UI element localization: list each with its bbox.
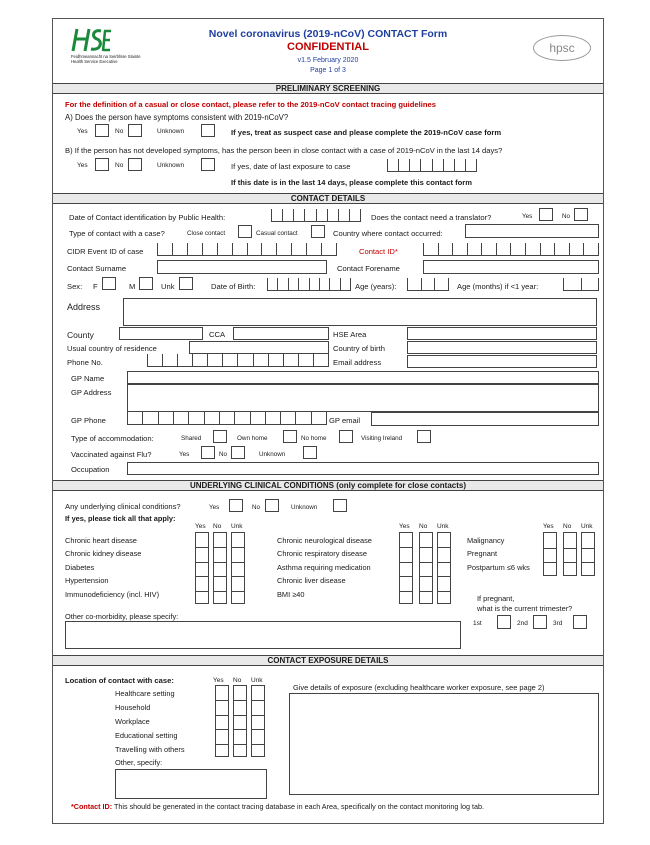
no-home-label: No home (301, 435, 327, 442)
gp-name-input[interactable] (127, 371, 599, 384)
col2-unk-checkboxes[interactable] (437, 532, 451, 604)
exposure-details-label: Give details of exposure (excluding healthcare worker exposure, see page 2) (293, 683, 545, 692)
loc-other-input[interactable] (115, 769, 267, 799)
col3-no-header: No (563, 523, 572, 530)
col3-yes-header: Yes (543, 523, 554, 530)
casual-contact-checkbox[interactable] (311, 225, 325, 238)
cond-diabetes: Diabetes (65, 563, 95, 572)
translator-yes-checkbox[interactable] (539, 208, 553, 221)
shared-checkbox[interactable] (213, 430, 227, 443)
qb-unknown-label: Unknown (157, 162, 185, 169)
age-months-label: Age (months) if <1 year: (457, 282, 539, 291)
cond-pregnant: Pregnant (467, 549, 497, 558)
age-months-field[interactable] (563, 278, 599, 291)
qb-yes-label: Yes (77, 162, 88, 169)
loc-educational: Educational setting (115, 731, 178, 740)
cond-chronic-kidney: Chronic kidney disease (65, 549, 142, 558)
cond-postpartum: Postpartum ≤6 wks (467, 563, 530, 572)
email-label: Email address (333, 358, 382, 367)
qb-yes-checkbox[interactable] (95, 158, 109, 171)
section-clinical-conditions: UNDERLYING CLINICAL CONDITIONS (only complete for close contacts) (53, 480, 603, 491)
col1-no-header: No (213, 523, 222, 530)
gp-address-label: GP Address (71, 388, 112, 397)
underlying-yes-label: Yes (209, 504, 220, 511)
accommodation-label: Type of accommodation: (71, 434, 154, 443)
gp-name-label: GP Name (71, 374, 105, 383)
flu-label: Vaccinated against Flu? (71, 450, 152, 459)
trimester-2-checkbox[interactable] (533, 615, 547, 629)
loc-other-label: Other, specify: (115, 758, 163, 767)
trimester-1-label: 1st (473, 620, 482, 627)
age-years-label: Age (years): (355, 282, 397, 291)
qa-unknown-label: Unknown (157, 128, 185, 135)
sex-m-label: M (129, 282, 136, 291)
col1-yes-checkboxes[interactable] (195, 532, 209, 604)
gp-phone-label: GP Phone (71, 416, 106, 425)
section-contact-exposure: CONTACT EXPOSURE DETAILS (53, 655, 603, 666)
address-input[interactable] (123, 298, 597, 326)
country-contact-label: Country where contact occurred: (333, 229, 443, 238)
loc-yes-checkboxes[interactable] (215, 685, 229, 757)
qa-unknown-checkbox[interactable] (201, 124, 215, 137)
flu-no-checkbox[interactable] (231, 446, 245, 459)
col2-unk-header: Unk (437, 523, 449, 530)
qb-unknown-checkbox[interactable] (201, 158, 215, 171)
gp-address-input[interactable] (127, 384, 599, 412)
county-input[interactable] (119, 327, 203, 340)
contact-id-label: Contact ID* (359, 247, 398, 256)
other-comorbidity-input[interactable] (65, 621, 461, 649)
flu-no-label: No (219, 451, 228, 458)
occupation-label: Occupation (71, 465, 110, 474)
qa-yes-checkbox[interactable] (95, 124, 109, 137)
cond-chronic-neurological: Chronic neurological disease (277, 536, 372, 545)
hse-area-label: HSE Area (333, 330, 367, 339)
confidential-label: CONFIDENTIAL (287, 41, 369, 53)
footnote-text: This should be generated in the contact tracing database in each Area, specifically on the contact monitoring log tab. (112, 802, 484, 811)
close-contact-label: Close contact (187, 230, 226, 237)
hse-subtitle-irish: Feidhmeannacht na Seirbhise Slainte (71, 54, 141, 59)
gp-phone-field[interactable] (127, 412, 327, 425)
own-home-checkbox[interactable] (283, 430, 297, 443)
qa-instruction: If yes, treat as suspect case and please complete the 2019-nCoV case form (231, 128, 502, 137)
qb-instruction: If this date is in the last 14 days, please complete this contact form (231, 178, 472, 187)
phone-field[interactable] (147, 354, 329, 367)
col3-unk-header: Unk (581, 523, 593, 530)
loc-workplace: Workplace (115, 717, 150, 726)
forename-label: Contact Forename (337, 264, 400, 273)
contact-form (52, 18, 604, 824)
sex-f-label: F (93, 282, 98, 291)
dob-field[interactable] (267, 278, 351, 291)
footnote-label: *Contact ID: (71, 802, 113, 811)
visiting-checkbox[interactable] (417, 430, 431, 443)
location-label: Location of contact with case: (65, 676, 174, 685)
translator-no-label: No (562, 213, 571, 220)
version-label: v1.5 February 2020 (297, 57, 359, 64)
underlying-conditions-label: Any underlying clinical conditions? (65, 502, 181, 511)
section-preliminary-screening: PRELIMINARY SCREENING (53, 83, 603, 94)
forename-input[interactable] (423, 260, 599, 274)
loc-yes-header: Yes (213, 677, 224, 684)
loc-travelling: Travelling with others (115, 745, 185, 754)
col3-unk-checkboxes[interactable] (581, 532, 595, 576)
phone-label: Phone No. (67, 358, 103, 367)
sex-m-checkbox[interactable] (139, 277, 153, 290)
last-exposure-date-field[interactable] (387, 159, 477, 172)
form-title: Novel coronavirus (2019-nCoV) CONTACT Form (208, 28, 448, 40)
translator-yes-label: Yes (522, 213, 533, 220)
footnote (71, 803, 484, 810)
pregnant-question-line2: what is the current trimester? (477, 604, 573, 613)
underlying-no-label: No (252, 504, 261, 511)
cond-bmi: BMI ≥40 (277, 590, 305, 599)
usual-country-label: Usual country of residence (67, 344, 157, 353)
occupation-input[interactable] (127, 462, 599, 475)
age-years-field[interactable] (407, 278, 449, 291)
col3-yes-checkboxes[interactable] (543, 532, 557, 576)
sex-unk-label: Unk (161, 282, 175, 291)
sex-label: Sex: (67, 282, 83, 291)
no-home-checkbox[interactable] (339, 430, 353, 443)
col2-no-header: No (419, 523, 428, 530)
col1-unk-checkboxes[interactable] (231, 532, 245, 604)
flu-unknown-checkbox[interactable] (303, 446, 317, 459)
cond-hypertension: Hypertension (65, 576, 109, 585)
pregnant-question-line1: If pregnant, (477, 594, 515, 603)
close-contact-checkbox[interactable] (238, 225, 252, 238)
cidr-label: CIDR Event ID of case (67, 247, 144, 256)
qa-yes-label: Yes (77, 128, 88, 135)
loc-unk-header: Unk (251, 677, 263, 684)
translator-label: Does the contact need a translator? (371, 213, 492, 222)
cond-chronic-respiratory: Chronic respiratory disease (277, 549, 367, 558)
qb-date-label: If yes, date of last exposure to case (231, 162, 351, 171)
cca-label: CCA (209, 330, 226, 339)
hse-area-input[interactable] (407, 327, 597, 340)
country-contact-input[interactable] (465, 224, 599, 238)
surname-input[interactable] (157, 260, 327, 274)
translator-no-checkbox[interactable] (574, 208, 588, 221)
flu-yes-checkbox[interactable] (201, 446, 215, 459)
loc-no-header: No (233, 677, 242, 684)
loc-healthcare: Healthcare setting (115, 689, 175, 698)
question-a: A) Does the person have symptoms consistent with 2019-nCoV? (65, 113, 289, 122)
definition-note: For the definition of a casual or close contact, please refer to the 2019-nCoV contact tracing guidelines (65, 100, 436, 109)
loc-household: Household (115, 703, 151, 712)
surname-label: Contact Surname (67, 264, 127, 273)
sex-f-checkbox[interactable] (102, 277, 116, 290)
exposure-details-input[interactable] (289, 693, 599, 795)
qb-no-label: No (115, 162, 124, 169)
tick-instruction: If yes, please tick all that apply: (65, 514, 176, 523)
col1-yes-header: Yes (195, 523, 206, 530)
shared-label: Shared (181, 435, 202, 442)
underlying-no-checkbox[interactable] (265, 499, 279, 512)
email-input[interactable] (407, 355, 597, 368)
contact-type-label: Type of contact with a case? (69, 229, 165, 238)
cca-input[interactable] (233, 327, 329, 340)
country-birth-input[interactable] (407, 341, 597, 354)
trimester-3-checkbox[interactable] (573, 615, 587, 629)
identification-date-field[interactable] (271, 209, 361, 222)
country-birth-label: Country of birth (333, 344, 385, 353)
other-comorbidity-label: Other co-morbidity, please specify: (65, 612, 179, 621)
qa-no-label: No (115, 128, 124, 135)
address-label: Address (67, 302, 101, 312)
cond-chronic-heart: Chronic heart disease (65, 536, 137, 545)
flu-unknown-label: Unknown (259, 451, 286, 458)
trimester-2-label: 2nd (517, 620, 528, 627)
cond-chronic-liver: Chronic liver disease (277, 576, 346, 585)
underlying-unknown-label: Unknown (291, 504, 318, 511)
section-contact-details: CONTACT DETAILS (53, 193, 603, 204)
trimester-1-checkbox[interactable] (497, 615, 511, 629)
cond-malignancy: Malignancy (467, 536, 505, 545)
gp-email-label: GP email (329, 416, 361, 425)
col1-unk-header: Unk (231, 523, 243, 530)
underlying-unknown-checkbox[interactable] (333, 499, 347, 512)
visiting-label: Visiting Ireland (361, 435, 403, 442)
question-b: B) If the person has not developed symptoms, has the person been in close contact with a case of 2019-nCoV in the last 14 days? (65, 146, 503, 155)
col2-yes-header: Yes (399, 523, 410, 530)
trimester-3-label: 3rd (553, 620, 563, 627)
cond-asthma: Asthma requiring medication (277, 563, 371, 572)
loc-no-checkboxes[interactable] (233, 685, 247, 757)
sex-unk-checkbox[interactable] (179, 277, 193, 290)
col3-no-checkboxes[interactable] (563, 532, 577, 576)
county-label: County (67, 330, 94, 340)
page-number: Page 1 of 3 (310, 67, 346, 74)
col2-no-checkboxes[interactable] (419, 532, 433, 604)
dob-label: Date of Birth: (211, 282, 256, 291)
cond-immunodeficiency: Immunodeficiency (incl. HIV) (65, 590, 160, 599)
own-home-label: Own home (237, 435, 268, 442)
col2-yes-checkboxes[interactable] (399, 532, 413, 604)
underlying-yes-checkbox[interactable] (229, 499, 243, 512)
contact-id-field[interactable] (423, 243, 599, 256)
usual-country-input[interactable] (189, 341, 329, 354)
cidr-field[interactable] (157, 243, 337, 256)
qa-no-checkbox[interactable] (128, 124, 142, 137)
gp-email-input[interactable] (371, 412, 599, 426)
identification-date-label: Date of Contact identification by Public Health: (69, 213, 226, 222)
casual-contact-label: Casual contact (256, 230, 298, 237)
loc-unk-checkboxes[interactable] (251, 685, 265, 757)
flu-yes-label: Yes (179, 451, 190, 458)
hpsc-logo: hpsc (533, 35, 591, 61)
hse-subtitle-english: Health Service Executive (71, 59, 118, 64)
col1-no-checkboxes[interactable] (213, 532, 227, 604)
qb-no-checkbox[interactable] (128, 158, 142, 171)
